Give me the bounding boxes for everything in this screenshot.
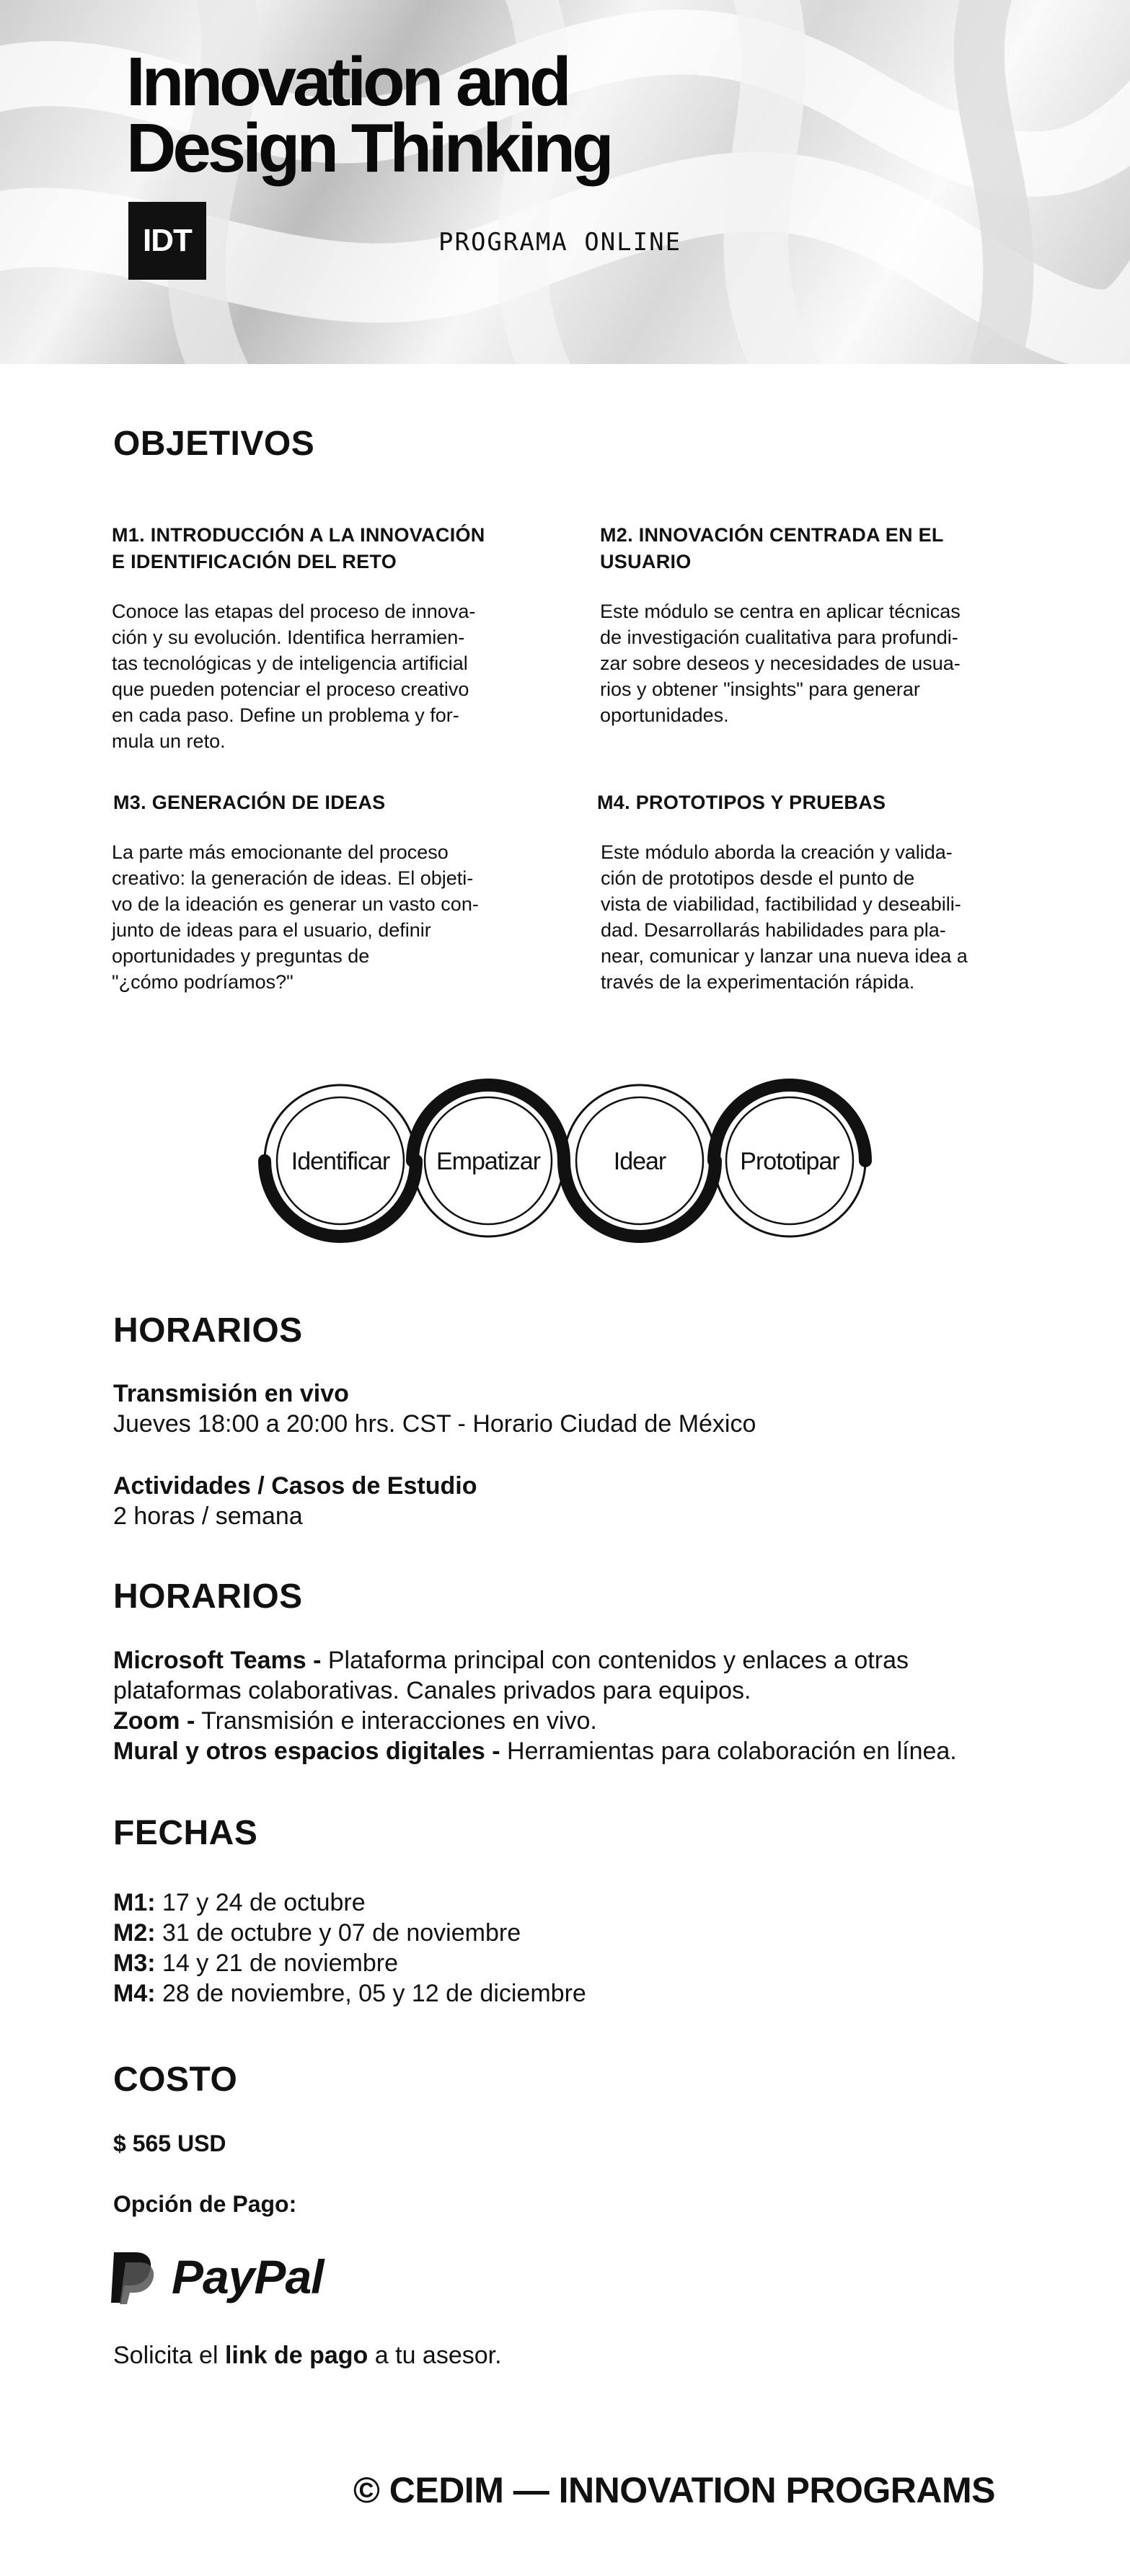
- desc-line: Conoce las etapas del proceso de innova-: [112, 601, 476, 622]
- desc-line: rios y obtener "insights" para generar: [600, 678, 920, 700]
- module-title-line2: USUARIO: [600, 551, 692, 572]
- date-item: [113, 1978, 586, 2009]
- payment-note-text: Solicita el: [113, 2342, 225, 2369]
- module-title-line1: M2. INNOVACIÓN CENTRADA EN EL: [600, 524, 944, 546]
- program-subtitle: PROGRAMA ONLINE: [438, 228, 682, 257]
- module-title-line1: M1. INTRODUCCIÓN A LA INNOVACIÓN: [112, 524, 485, 546]
- cycle-label: Empatizar: [436, 1148, 541, 1175]
- payment-link-text: link de pago: [224, 2342, 368, 2369]
- cycle-stage-idear: [564, 1085, 715, 1236]
- live-schedule: Jueves 18:00 a 20:00 hrs. CST - Horario Ciudad de México: [113, 1410, 756, 1438]
- payment-note: [113, 2340, 502, 2371]
- desc-line: mula un reto.: [112, 730, 226, 752]
- module-title: [112, 522, 485, 575]
- program-title-line1: Innovation and: [126, 43, 568, 120]
- module-title: [600, 522, 944, 575]
- desc-line: "¿cómo podríamos?": [112, 971, 293, 993]
- desc-line: ción y su evolución. Identifica herramien-: [112, 627, 465, 648]
- module-title: M3. GENERACIÓN DE IDEAS: [113, 792, 386, 813]
- desc-line: vo de la ideación es generar un vasto con-: [112, 893, 479, 915]
- platform-label: Zoom -: [113, 1707, 195, 1735]
- paypal-wordmark: PayPal: [172, 2250, 324, 2303]
- desc-line: junto de ideas para el usuario, definir: [112, 919, 431, 941]
- platform-label: Mural y otros espacios digitales -: [113, 1738, 500, 1765]
- activities-label: Actividades / Casos de Estudio: [113, 1472, 477, 1500]
- desc-line: que pueden potenciar el proceso creativo: [112, 678, 469, 700]
- desc-line: ción de prototipos desde el punto de: [601, 867, 915, 889]
- footer-credit: © CEDIM — INNOVATION PROGRAMS: [353, 2470, 995, 2510]
- activities-value: 2 horas / semana: [113, 1502, 303, 1530]
- desc-line: zar sobre deseos y necesidades de usua-: [600, 652, 961, 674]
- desc-line: oportunidades.: [600, 704, 729, 726]
- date-value: 31 de octubre y 07 de noviembre: [155, 1919, 521, 1947]
- module-description: [600, 598, 961, 728]
- cycle-label: Idear: [613, 1148, 666, 1175]
- paypal-logo: [108, 2248, 324, 2306]
- payment-note-text: a tu asesor.: [368, 2342, 502, 2369]
- desc-line: través de la experimentación rápida.: [601, 971, 915, 993]
- fechas-heading: FECHAS: [113, 1814, 258, 1852]
- paypal-icon: [108, 2248, 159, 2306]
- desc-line: en cada paso. Define un problema y for-: [112, 704, 459, 726]
- module-description: [112, 839, 479, 995]
- cycle-stage-prototipar: [714, 1085, 865, 1236]
- program-title-line2: Design Thinking: [126, 110, 611, 187]
- program-title: [126, 43, 611, 187]
- desc-line: Este módulo se centra en aplicar técnicas: [600, 601, 961, 622]
- platform-text: Herramientas para colaboración en línea.: [500, 1738, 957, 1765]
- platform-teams: [113, 1645, 909, 1706]
- module-title-line2: E IDENTIFICACIÓN DEL RETO: [112, 551, 397, 572]
- platform-text: Transmisión e interacciones en vivo.: [195, 1707, 597, 1735]
- desc-line: near, comunicar y lanzar una nueva idea a: [601, 945, 968, 967]
- design-thinking-cycle: [256, 1074, 876, 1247]
- date-module: M4:: [113, 1980, 156, 2007]
- desc-line: creativo: la generación de ideas. El objeti-: [112, 867, 474, 889]
- date-module: M1:: [113, 1889, 156, 1916]
- platform-label: Microsoft Teams -: [113, 1647, 322, 1674]
- desc-line: Este módulo aborda la creación y valida-: [601, 841, 953, 863]
- desc-line: tas tecnológicas y de inteligencia artificial: [112, 652, 468, 674]
- costo-heading: COSTO: [113, 2061, 238, 2099]
- date-item: [113, 1948, 586, 1978]
- desc-line: dad. Desarrollarás habilidades para pla-: [601, 919, 946, 941]
- objetivos-heading: OBJETIVOS: [113, 425, 315, 463]
- hero-banner: [0, 0, 1130, 364]
- idt-badge: IDT: [128, 202, 206, 280]
- module-description: [601, 839, 968, 995]
- date-value: 28 de noviembre, 05 y 12 de diciembre: [155, 1980, 586, 2007]
- cycle-stage-empatizar: [412, 1085, 564, 1236]
- cycle-label: Prototipar: [740, 1148, 839, 1175]
- date-value: 17 y 24 de octubre: [155, 1889, 366, 1916]
- date-item: [113, 1887, 586, 1918]
- desc-line: oportunidades y preguntas de: [112, 945, 370, 967]
- price: $ 565 USD: [113, 2130, 226, 2156]
- plataformas-heading: HORARIOS: [113, 1577, 303, 1616]
- date-module: M3:: [113, 1949, 156, 1977]
- date-module: M2:: [113, 1919, 156, 1947]
- platform-text: Plataforma principal con contenidos y enlaces a otras: [321, 1647, 909, 1674]
- live-label: Transmisión en vivo: [113, 1380, 349, 1407]
- payment-option-label: Opción de Pago:: [113, 2191, 297, 2217]
- cycle-stage-identificar: [265, 1085, 416, 1236]
- horarios-heading: HORARIOS: [113, 1311, 303, 1350]
- dates-list: [113, 1887, 586, 2009]
- platform-zoom: [113, 1706, 597, 1736]
- module-description: [112, 598, 475, 754]
- desc-line: La parte más emocionante del proceso: [112, 841, 449, 863]
- platform-text: plataformas colaborativas. Canales privados para equipos.: [113, 1677, 751, 1704]
- date-value: 14 y 21 de noviembre: [155, 1949, 398, 1977]
- cycle-label: Identificar: [291, 1148, 390, 1175]
- desc-line: vista de viabilidad, factibilidad y deseabili-: [601, 893, 961, 915]
- module-title: M4. PROTOTIPOS Y PRUEBAS: [597, 792, 886, 813]
- date-item: [113, 1918, 586, 1948]
- platform-mural: [113, 1736, 957, 1766]
- desc-line: de investigación cualitativa para profundi-: [600, 627, 958, 648]
